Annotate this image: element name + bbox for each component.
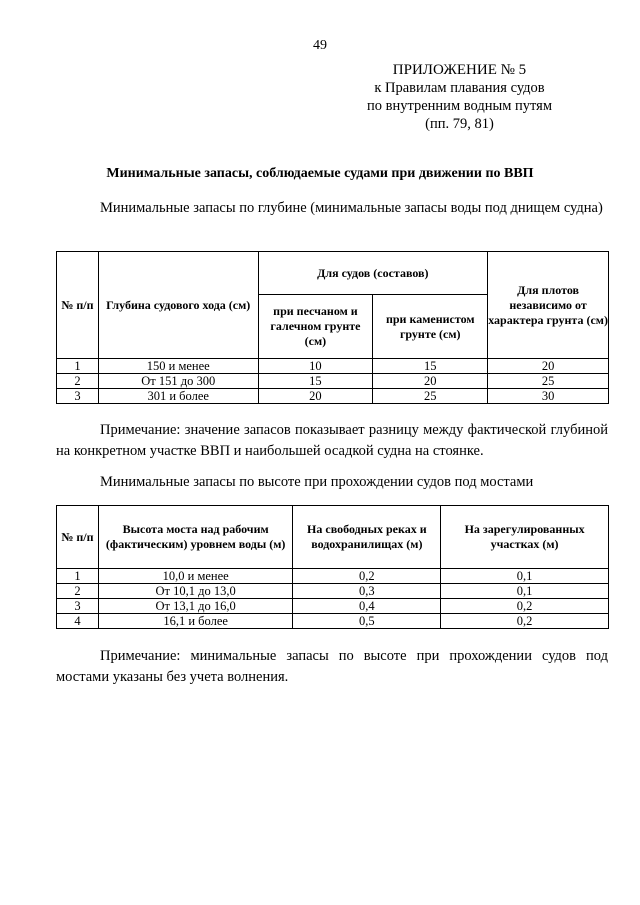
t1-cell: 25	[373, 389, 488, 404]
table-row	[57, 569, 609, 584]
t1-cell: 15	[258, 374, 373, 389]
t2-cell: 16,1 и более	[98, 614, 293, 629]
table-row	[57, 359, 609, 374]
t2-cell: 10,0 и менее	[98, 569, 293, 584]
t1-cell: 20	[488, 359, 609, 374]
t1-header-rafts: Для плотов независимо от характера грунта (см)	[488, 252, 609, 359]
t1-cell: 20	[258, 389, 373, 404]
t2-cell: 3	[57, 599, 99, 614]
t1-header-vessels: Для судов (составов)	[258, 252, 488, 295]
t1-cell: 10	[258, 359, 373, 374]
t1-cell: 150 и менее	[98, 359, 258, 374]
t2-cell: 0,1	[441, 584, 609, 599]
t2-header-free: На свободных реках и водохранилищах (м)	[293, 506, 441, 569]
depth-intro: Минимальные запасы по глубине (минимальные запасы воды под днищем судна)	[100, 200, 603, 216]
t1-cell: 1	[57, 359, 99, 374]
appendix-line-2: по внутренним водным путям	[366, 98, 552, 114]
appendix-title: ПРИЛОЖЕНИЕ № 5	[392, 62, 527, 78]
section-heading: Минимальные запасы, соблюдаемые судами при движении по ВВП	[106, 166, 534, 181]
t2-cell: 0,2	[441, 599, 609, 614]
t1-cell: 30	[488, 389, 609, 404]
t2-header-regulated: На зарегулированных участках (м)	[441, 506, 609, 569]
t1-cell: 25	[488, 374, 609, 389]
appendix-block	[367, 61, 552, 133]
t1-cell: 20	[373, 374, 488, 389]
appendix-line-1: к Правилам плавания судов	[374, 80, 545, 96]
t1-header-num: № п/п	[57, 252, 99, 359]
height-intro: Минимальные запасы по высоте при прохождении судов под мостами	[100, 474, 534, 490]
table-row	[57, 374, 609, 389]
t2-cell: 0,4	[293, 599, 441, 614]
note-2: Примечание: минимальные запасы по высоте при прохождении судов под мостами указаны без учета волнения.	[56, 648, 608, 685]
t1-cell: 15	[373, 359, 488, 374]
bridge-table	[56, 505, 609, 629]
t2-cell: 0,5	[293, 614, 441, 629]
appendix-line-3: (пп. 79, 81)	[425, 116, 494, 132]
t1-header-rock: при каменистом грунте (см)	[373, 295, 488, 359]
t1-header-sand: при песчаном и галечном грунте (см)	[258, 295, 373, 359]
t1-header-depth: Глубина судового хода (см)	[98, 252, 258, 359]
t1-cell: 3	[57, 389, 99, 404]
t2-header-bridge: Высота моста над рабочим (фактическим) уровнем воды (м)	[98, 506, 293, 569]
note-1: Примечание: значение запасов показывает разницу между фактической глубиной на конкретном участке ВВП и наибольшей осадкой судна на стоянке.	[56, 422, 608, 459]
t2-cell: 0,3	[293, 584, 441, 599]
table-row	[57, 614, 609, 629]
table-row	[57, 584, 609, 599]
t2-header-num: № п/п	[57, 506, 99, 569]
table-row	[57, 389, 609, 404]
t2-cell: 1	[57, 569, 99, 584]
table-row	[57, 599, 609, 614]
t2-cell: 2	[57, 584, 99, 599]
t2-cell: 4	[57, 614, 99, 629]
t2-cell: 0,2	[293, 569, 441, 584]
t2-cell: 0,1	[441, 569, 609, 584]
t1-cell: 301 и более	[98, 389, 258, 404]
page-number: 49	[313, 38, 327, 53]
t2-cell: 0,2	[441, 614, 609, 629]
t2-cell: От 13,1 до 16,0	[98, 599, 293, 614]
depth-table	[56, 251, 609, 404]
t2-cell: От 10,1 до 13,0	[98, 584, 293, 599]
t1-cell: 2	[57, 374, 99, 389]
t1-cell: От 151 до 300	[98, 374, 258, 389]
